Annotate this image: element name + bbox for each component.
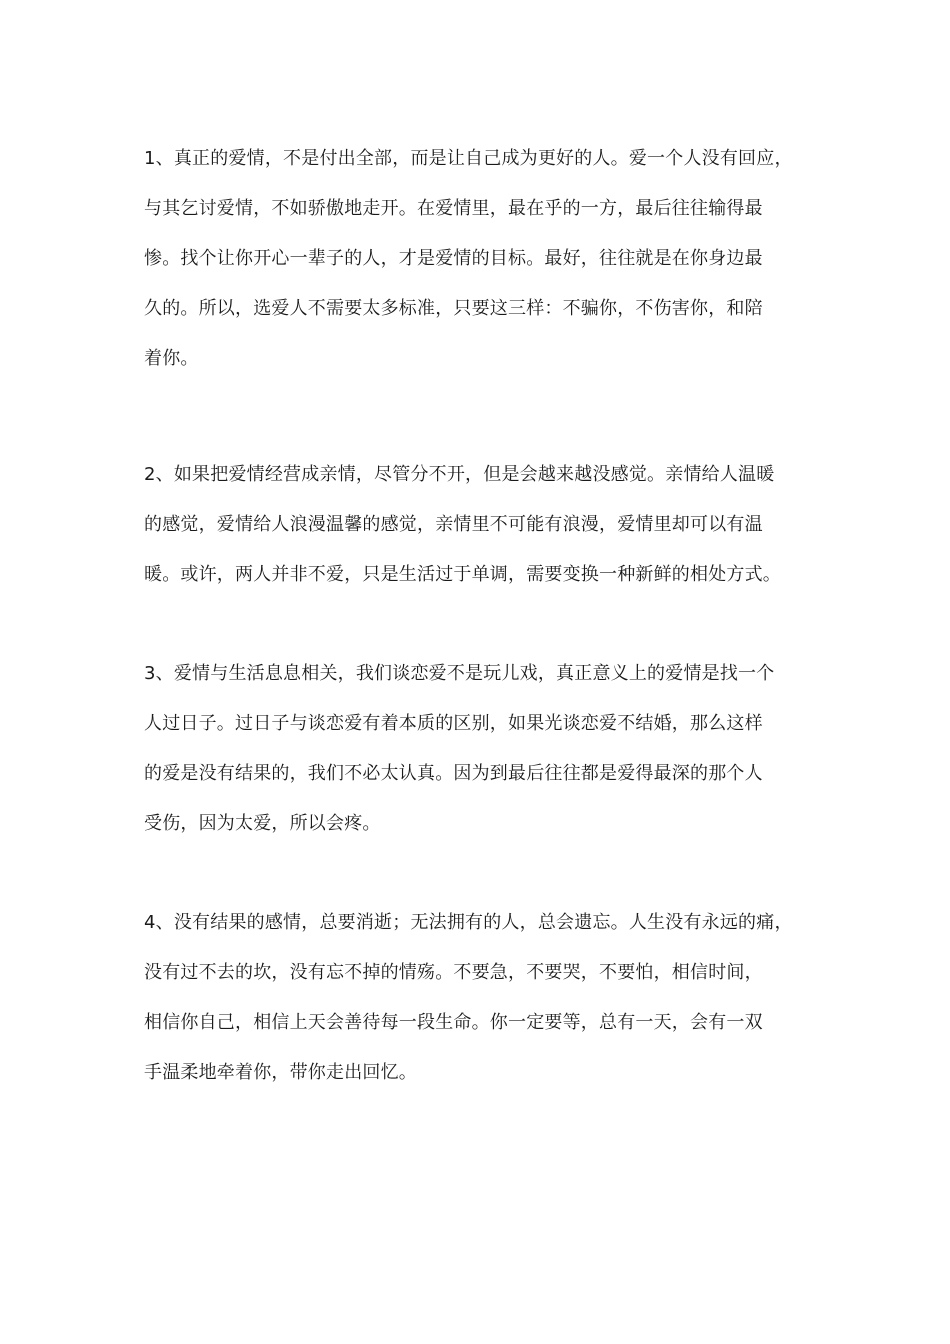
paragraph-line: 暖。或许，两人并非不爱，只是生活过于单调，需要变换一种新鲜的相处方式。 xyxy=(144,564,781,585)
paragraph-line: 没有过不去的坎，没有忘不掉的情殇。不要急，不要哭，不要怕，相信时间， xyxy=(144,962,763,983)
paragraph-line: 手温柔地牵着你，带你走出回忆。 xyxy=(144,1062,417,1083)
paragraph-2 xyxy=(144,465,834,615)
paragraph-line: 的爱是没有结果的，我们不必太认真。因为到最后往往都是爱得最深的那个人 xyxy=(144,763,763,784)
paragraph-4 xyxy=(144,913,834,1113)
paragraph-line: 的感觉，爱情给人浪漫温馨的感觉，亲情里不可能有浪漫，爱情里却可以有温 xyxy=(144,514,763,535)
paragraph-line: 1、真正的爱情，不是付出全部，而是让自己成为更好的人。爱一个人没有回应， xyxy=(144,148,793,169)
paragraph-1 xyxy=(144,149,834,399)
paragraph-3 xyxy=(144,664,834,864)
paragraph-line: 3、爱情与生活息息相关，我们谈恋爱不是玩儿戏，真正意义上的爱情是找一个 xyxy=(144,663,775,684)
paragraph-line: 着你。 xyxy=(144,348,199,369)
paragraph-line: 相信你自己，相信上天会善待每一段生命。你一定要等，总有一天，会有一双 xyxy=(144,1012,763,1033)
paragraph-line: 与其乞讨爱情，不如骄傲地走开。在爱情里，最在乎的一方，最后往往输得最 xyxy=(144,198,763,219)
paragraph-line: 2、如果把爱情经营成亲情，尽管分不开，但是会越来越没感觉。亲情给人温暖 xyxy=(144,464,775,485)
paragraph-line: 受伤，因为太爱，所以会疼。 xyxy=(144,813,381,834)
paragraph-line: 人过日子。过日子与谈恋爱有着本质的区别，如果光谈恋爱不结婚，那么这样 xyxy=(144,713,763,734)
paragraph-line: 惨。找个让你开心一辈子的人，才是爱情的目标。最好，往往就是在你身边最 xyxy=(144,248,763,269)
paragraph-line: 4、没有结果的感情，总要消逝；无法拥有的人，总会遗忘。人生没有永远的痛， xyxy=(144,912,793,933)
paragraph-line: 久的。所以，选爱人不需要太多标准，只要这三样：不骗你，不伤害你，和陪 xyxy=(144,298,763,319)
